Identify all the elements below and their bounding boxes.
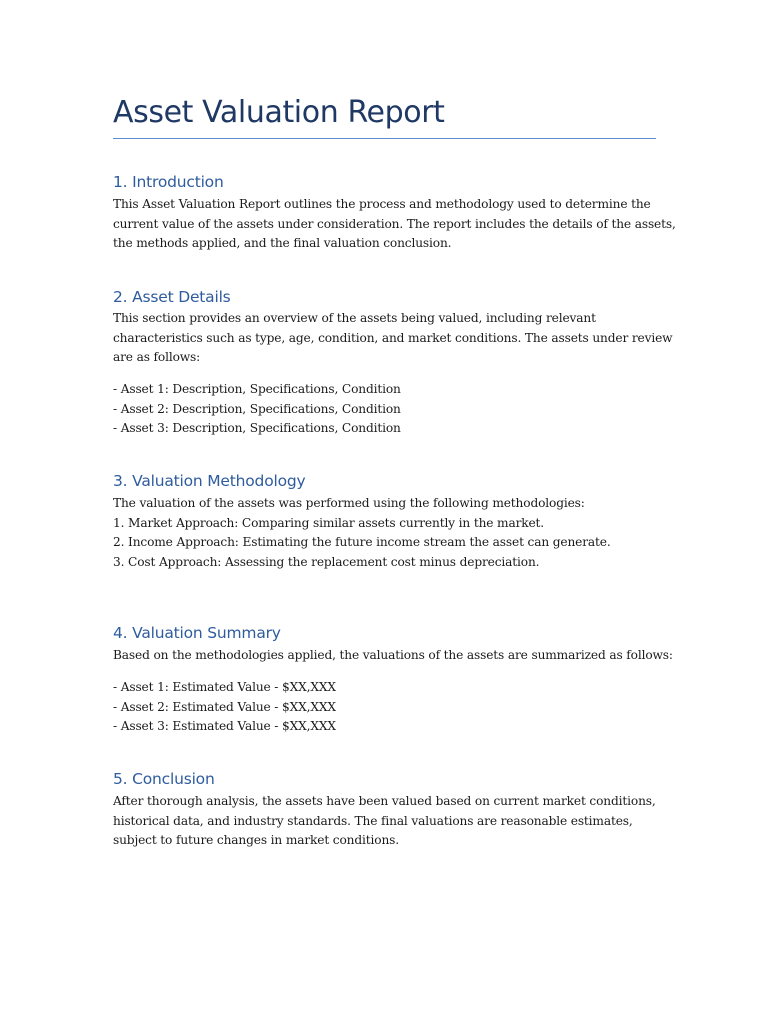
paragraph-line: characteristics such as type, age, condition, and market conditions. The assets under review bbox=[113, 330, 673, 345]
paragraph-line: The valuation of the assets was performed using the following methodologies: bbox=[113, 496, 585, 510]
paragraph-line: historical data, and industry standards. The final valuations are reasonable estimates, bbox=[113, 813, 633, 828]
paragraph-line: the methods applied, and the final valuation conclusion. bbox=[113, 236, 452, 250]
title-underline bbox=[113, 138, 656, 139]
document-title: Asset Valuation Report bbox=[113, 95, 445, 130]
list-item: - Asset 3: Estimated Value - $XX,XXX bbox=[113, 719, 336, 733]
section-heading-valuation-methodology: 3. Valuation Methodology bbox=[113, 472, 306, 490]
paragraph-line: After thorough analysis, the assets have been valued based on current market conditions, bbox=[113, 794, 656, 808]
list-item: - Asset 3: Description, Specifications, Condition bbox=[113, 421, 401, 435]
section-heading-valuation-summary: 4. Valuation Summary bbox=[113, 624, 281, 642]
paragraph-line: This section provides an overview of the assets being valued, including relevant bbox=[113, 311, 596, 325]
section-heading-asset-details: 2. Asset Details bbox=[113, 288, 231, 306]
paragraph-line: 1. Market Approach: Comparing similar assets currently in the market. bbox=[113, 515, 545, 530]
paragraph-line: 3. Cost Approach: Assessing the replacement cost minus depreciation. bbox=[113, 554, 540, 569]
section-paragraph-introduction bbox=[113, 195, 676, 254]
section-paragraph-asset-details bbox=[113, 309, 673, 368]
section-paragraph-valuation-summary bbox=[113, 646, 673, 666]
paragraph-line: 2. Income Approach: Estimating the future income stream the asset can generate. bbox=[113, 535, 611, 549]
section-heading-introduction: 1. Introduction bbox=[113, 173, 224, 191]
list-item: - Asset 1: Estimated Value - $XX,XXX bbox=[113, 680, 336, 694]
paragraph-line: subject to future changes in market conditions. bbox=[113, 833, 399, 847]
list-item: - Asset 2: Estimated Value - $XX,XXX bbox=[113, 699, 336, 714]
asset-details-list bbox=[113, 380, 661, 439]
paragraph-line: This Asset Valuation Report outlines the process and methodology used to determine the bbox=[113, 197, 651, 211]
section-heading-conclusion: 5. Conclusion bbox=[113, 770, 215, 788]
paragraph-line: current value of the assets under consideration. The report includes the details of the assets, bbox=[113, 216, 676, 231]
paragraph-line: Based on the methodologies applied, the valuations of the assets are summarized as follows: bbox=[113, 648, 673, 662]
list-item: - Asset 1: Description, Specifications, Condition bbox=[113, 382, 401, 396]
paragraph-line: are as follows: bbox=[113, 350, 201, 364]
section-paragraph-valuation-methodology bbox=[113, 494, 661, 572]
section-paragraph-conclusion bbox=[113, 792, 661, 851]
list-item: - Asset 2: Description, Specifications, Condition bbox=[113, 401, 401, 416]
valuation-summary-list bbox=[113, 678, 661, 737]
